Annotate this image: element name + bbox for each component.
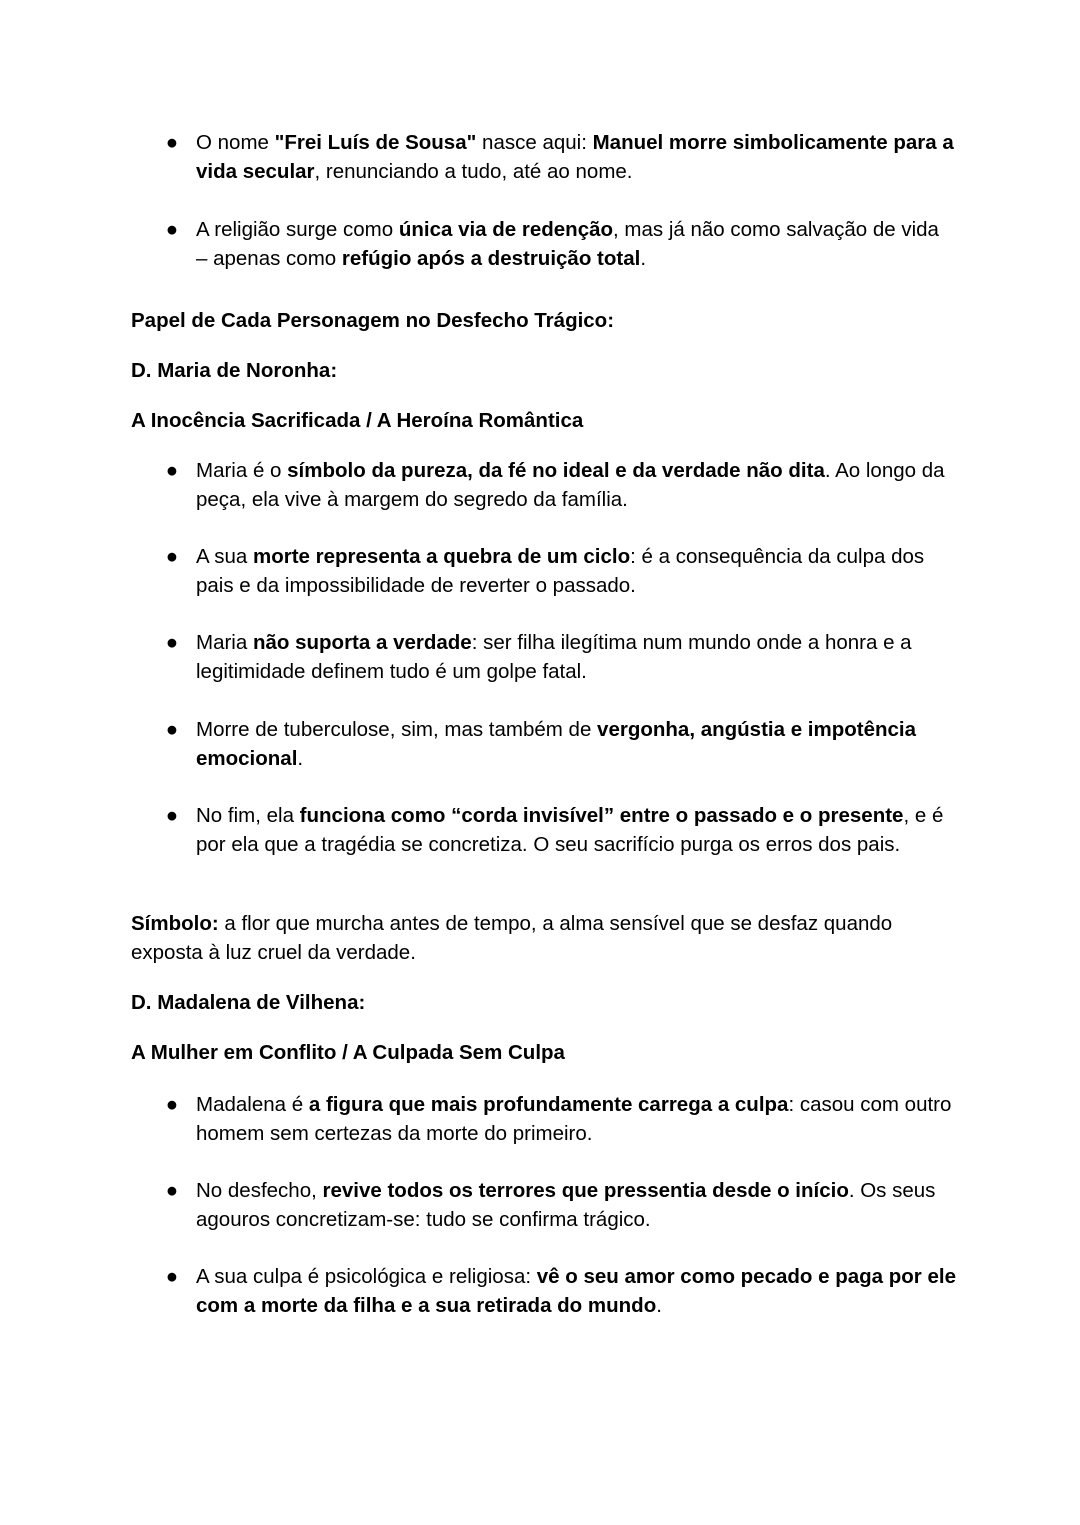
text-run: Maria	[196, 631, 253, 654]
bullet-icon: ●	[165, 545, 179, 568]
text-run: O nome	[196, 131, 275, 154]
madalena-bullet-1	[165, 1090, 956, 1148]
bold-text-run: a figura que mais profundamente carrega a culpa	[308, 1093, 789, 1116]
maria-symbol	[131, 909, 951, 967]
text-run: No desfecho,	[196, 1179, 323, 1202]
bullet-icon: ●	[165, 218, 179, 241]
bullet-icon: ●	[165, 1179, 179, 1202]
bold-text-run: Manuel morre simbolicamente para a vida secular	[196, 131, 954, 183]
text-run: A sua	[196, 545, 253, 568]
text-run: Morre de tuberculose, sim, mas também de	[196, 718, 598, 741]
text-run: .	[640, 247, 647, 270]
madalena-bullet-3	[165, 1262, 956, 1320]
maria-bullet-5	[165, 801, 956, 859]
maria-bullet-1	[165, 456, 956, 514]
bullet-icon: ●	[165, 718, 179, 741]
bullet-icon: ●	[165, 804, 179, 827]
bold-text-run: símbolo da pureza, da fé no ideal e da verdade não dita	[287, 459, 825, 482]
bold-text-run: funciona como “corda invisível” entre o passado e o presente	[299, 804, 904, 827]
text-run: , e é por ela que a tragédia se concretiza. O seu sacrifício purga os erros dos pais.	[196, 804, 944, 856]
bold-text-run: morte representa a quebra de um ciclo	[253, 545, 631, 568]
bold-text-run: revive todos os terrores que pressentia desde o início	[322, 1179, 849, 1202]
text-run: Maria é o	[196, 459, 288, 482]
text-run: A religião surge como	[196, 218, 399, 241]
bullet-icon: ●	[165, 131, 179, 154]
text-run: nasce aqui:	[476, 131, 593, 154]
bold-text-run: refúgio após a destruição total	[341, 247, 641, 270]
text-run: No fim, ela	[196, 804, 300, 827]
bold-text-run: vergonha, angústia e impotência emocional	[196, 718, 917, 770]
bold-text-run: vê o seu amor como pecado e paga por ele com a morte da filha e a sua retirada do mundo	[196, 1265, 956, 1317]
text-run: A sua culpa é psicológica e religiosa:	[196, 1265, 537, 1288]
bullet-icon: ●	[165, 459, 179, 482]
text-run: : casou com outro homem sem certezas da morte do primeiro.	[196, 1093, 952, 1145]
text-run: . Ao longo da peça, ela vive à margem do segredo da família.	[196, 459, 945, 511]
madalena-bullet-2	[165, 1176, 956, 1234]
character-name-madalena: D. Madalena de Vilhena:	[131, 991, 366, 1014]
text-run: , renunciando a tudo, até ao nome.	[314, 160, 633, 183]
text-run: Madalena é	[196, 1093, 309, 1116]
bold-text-run: única via de redenção	[398, 218, 614, 241]
bold-text-run: não suporta a verdade	[252, 631, 472, 654]
bullet-icon: ●	[165, 1265, 179, 1288]
symbol-text: a flor que murcha antes de tempo, a alma sensível que se desfaz quando exposta à luz cruel da verdade.	[131, 912, 893, 964]
maria-bullet-4	[165, 715, 956, 773]
character-name-maria: D. Maria de Noronha:	[131, 359, 338, 382]
text-run: . Os seus agouros concretizam-se: tudo se confirma trágico.	[196, 1179, 936, 1231]
text-run: : é a consequência da culpa dos pais e da impossibilidade de reverter o passado.	[196, 545, 925, 597]
bold-text-run: "Frei Luís de Sousa"	[274, 131, 477, 154]
maria-bullet-3	[165, 628, 956, 686]
bullet-icon: ●	[165, 1093, 179, 1116]
symbol-label: Símbolo:	[131, 912, 219, 935]
maria-bullet-2	[165, 542, 956, 600]
text-run: , mas já não como salvação de vida – apenas como	[196, 218, 939, 270]
text-run: .	[656, 1294, 662, 1317]
intro-bullet-2	[165, 215, 956, 273]
character-subtitle-maria: A Inocência Sacrificada / A Heroína Romântica	[131, 409, 584, 432]
section-title: Papel de Cada Personagem no Desfecho Trágico:	[131, 309, 615, 332]
text-run: : ser filha ilegítima num mundo onde a honra e a legitimidade definem tudo é um golpe fatal.	[196, 631, 912, 683]
character-subtitle-madalena: A Mulher em Conflito / A Culpada Sem Culpa	[131, 1041, 565, 1064]
intro-bullet-1	[165, 128, 956, 186]
bullet-icon: ●	[165, 631, 179, 654]
text-run: .	[297, 747, 304, 770]
